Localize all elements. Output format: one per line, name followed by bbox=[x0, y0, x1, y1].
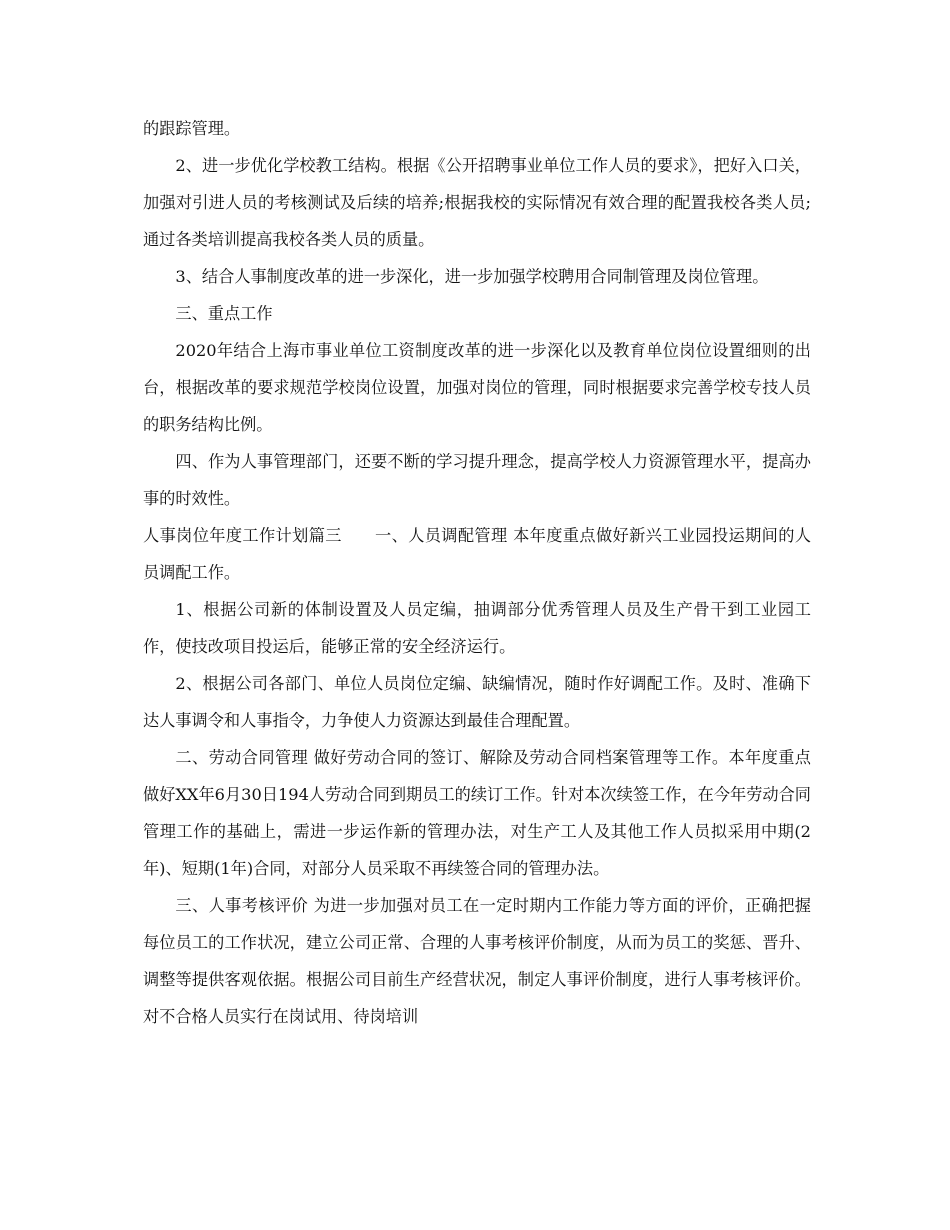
paragraph-2: 2、进一步优化学校教工结构。根据《公开招聘事业单位工作人员的要求》，把好入口关，加强对引进人员的考核测试及后续的培养;根据我校的实际情况有效合理的配置我校各类人员;通过各类培训提高我校各类人员的质量。 bbox=[143, 156, 811, 249]
paragraph-8: 1、根据公司新的体制设置及人员定编，抽调部分优秀管理人员及生产骨干到工业园工作，使技改项目投运后，能够正常的安全经济运行。 bbox=[143, 600, 811, 656]
paragraph-11: 三、人事考核评价 为进一步加强对员工在一定时期内工作能力等方面的评价，正确把握每位员工的工作状况，建立公司正常、合理的人事考核评价制度，从而为员工的奖惩、晋升、调整等提供客观依据。根据公司目前生产经营状况，制定人事评价制度，进行人事考核评价。对不合格人员实行在岗试用、待岗培训 bbox=[143, 896, 811, 1026]
paragraph-3: 3、结合人事制度改革的进一步深化，进一步加强学校聘用合同制管理及岗位管理。 bbox=[175, 267, 769, 286]
paragraph-6: 四、作为人事管理部门，还要不断的学习提升理念，提高学校人力资源管理水平，提高办事的时效性。 bbox=[143, 452, 811, 508]
paragraph-5: 2020年结合上海市事业单位工资制度改革的进一步深化以及教育单位岗位设置细则的出台，根据改革的要求规范学校岗位设置，加强对岗位的管理，同时根据要求完善学校专技人员的职务结构比例。 bbox=[143, 341, 811, 434]
section-heading-key-work: 三、重点工作 bbox=[175, 304, 273, 323]
paragraph-1: 的跟踪管理。 bbox=[143, 119, 241, 138]
article-title-part-three: 人事岗位年度工作计划篇三 一、人员调配管理 本年度重点做好新兴工业园投运期间的人员调配工作。 bbox=[143, 526, 811, 582]
paragraph-9: 2、根据公司各部门、单位人员岗位定编、缺编情况，随时作好调配工作。及时、准确下达人事调令和人事指令，力争使人力资源达到最佳合理配置。 bbox=[143, 674, 811, 730]
document-body bbox=[143, 110, 811, 1035]
paragraph-10: 二、劳动合同管理 做好劳动合同的签订、解除及劳动合同档案管理等工作。本年度重点做好XX年6月30日194人劳动合同到期员工的续订工作。针对本次续签工作，在今年劳动合同管理工作的基础上，需进一步运作新的管理办法，对生产工人及其他工作人员拟采用中期(2年)、短期(1年)合同，对部分人员采取不再续签合同的管理办法。 bbox=[143, 748, 811, 878]
